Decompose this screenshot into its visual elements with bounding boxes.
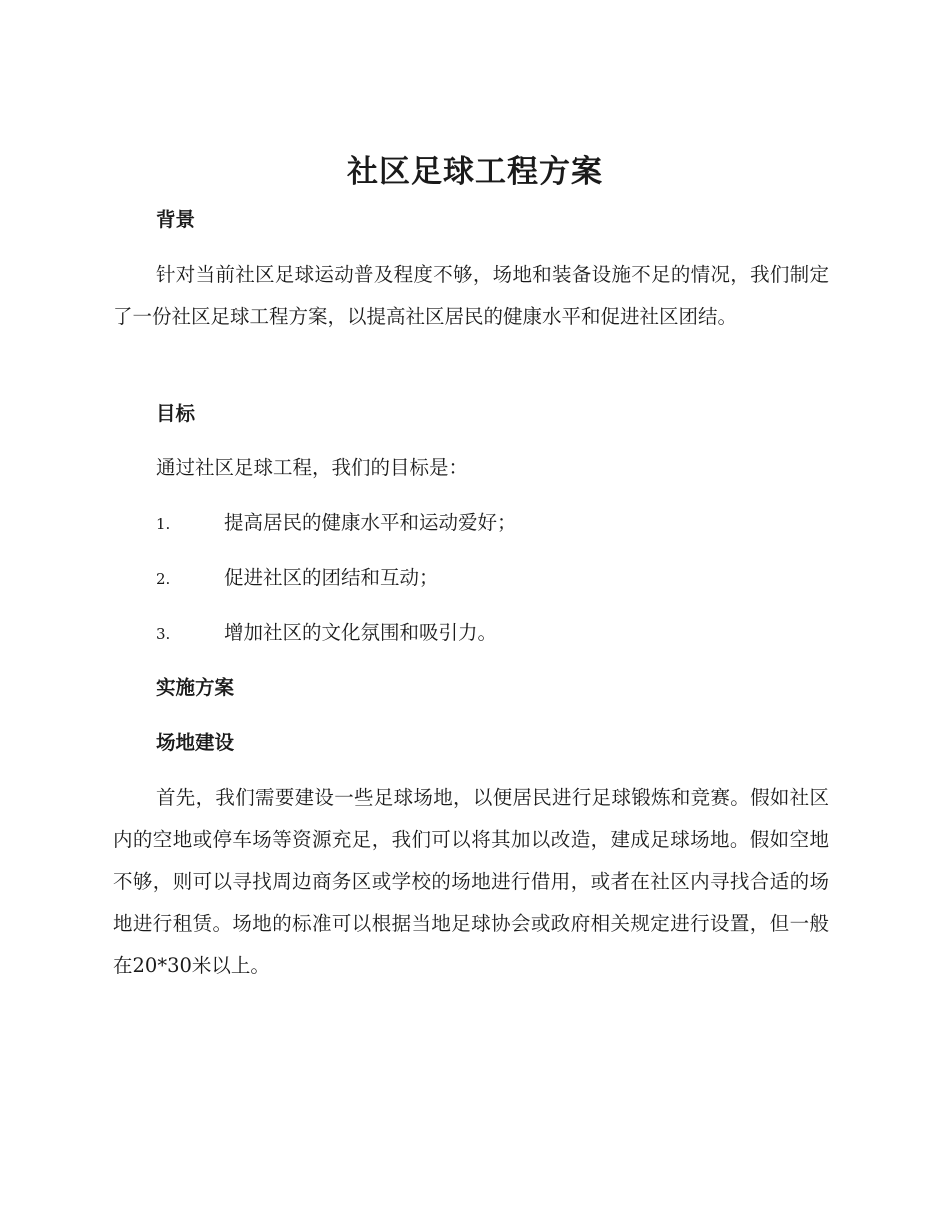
- section-heading-plan: 实施方案: [156, 676, 235, 699]
- section-heading-goals: 目标: [156, 402, 196, 425]
- goal-list-item: [156, 508, 517, 539]
- section-heading-background: 背景: [156, 208, 196, 231]
- goal-list-item: [156, 563, 439, 594]
- goal-number: 1.: [156, 515, 171, 533]
- subsection-heading-venue: 场地建设: [156, 731, 235, 754]
- goal-number: 3.: [156, 625, 171, 643]
- goal-text: 促进社区的团结和互动；: [224, 566, 439, 589]
- goal-list-item: [156, 618, 497, 649]
- goal-text: 增加社区的文化氛围和吸引力。: [224, 621, 498, 644]
- goals-intro: 通过社区足球工程，我们的目标是：: [156, 456, 469, 479]
- venue-paragraph: 首先，我们需要建设一些足球场地，以便居民进行足球锻炼和竞赛。假如社区内的空地或停车场等资源充足，我们可以将其加以改造，建成足球场地。假如空地不够，则可以寻找周边商务区或学校的场地进行借用，或者在社区内寻找合适的场地进行租赁。场地的标准可以根据当地足球协会或政府相关规定进行设置，但一般在20*30米以上。: [113, 786, 829, 977]
- document-title: 社区足球工程方案: [347, 154, 603, 190]
- background-paragraph: 针对当前社区足球运动普及程度不够，场地和装备设施不足的情况，我们制定了一份社区足球工程方案，以提高社区居民的健康水平和促进社区团结。: [113, 263, 829, 328]
- goal-number: 2.: [156, 570, 171, 588]
- goal-text: 提高居民的健康水平和运动爱好；: [224, 511, 517, 534]
